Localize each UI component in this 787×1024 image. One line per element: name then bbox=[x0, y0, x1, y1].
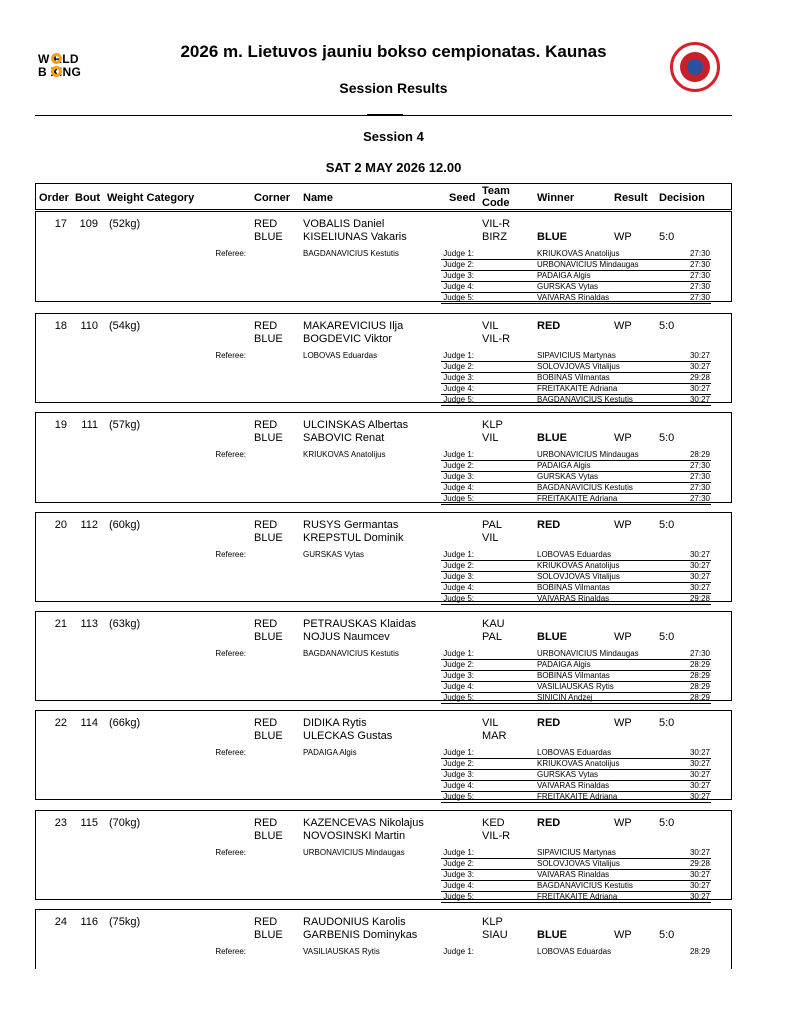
weight-category: (52kg) bbox=[109, 218, 141, 230]
col-seed: Seed bbox=[449, 192, 476, 204]
boxer-blue-name: ULECKAS Gustas bbox=[303, 730, 393, 742]
logo-text-line1: W RLD bbox=[38, 52, 79, 66]
judge-score: 30:27 bbox=[689, 881, 710, 890]
judge-row-rule bbox=[441, 303, 711, 304]
judge-score: 30:27 bbox=[689, 351, 710, 360]
weight-category: (70kg) bbox=[109, 817, 141, 829]
winner-corner: BLUE bbox=[537, 631, 567, 643]
bout-number: 111 bbox=[81, 419, 98, 431]
judge-name: URBONAVICIUS Mindaugas bbox=[537, 260, 639, 269]
team-red: KLP bbox=[482, 916, 503, 928]
bout-number: 110 bbox=[80, 320, 98, 332]
result-type: WP bbox=[614, 320, 632, 332]
judge-name: LOBOVAS Eduardas bbox=[537, 748, 612, 757]
judge-name: SOLOVJOVAS Vitalijus bbox=[537, 859, 620, 868]
referee-name: URBONAVICIUS Mindaugas bbox=[303, 848, 405, 857]
judge-label: Judge 1: bbox=[443, 249, 474, 258]
team-blue: SIAU bbox=[482, 929, 508, 941]
judge-label: Judge 5: bbox=[443, 293, 474, 302]
winner-corner: RED bbox=[537, 519, 561, 531]
judge-label: Judge 5: bbox=[443, 594, 474, 603]
judge-score: 30:27 bbox=[689, 395, 710, 404]
team-red: PAL bbox=[482, 519, 502, 531]
judge-name: VAIVARAS Rinaldas bbox=[537, 870, 610, 879]
team-red: KAU bbox=[482, 618, 505, 630]
judge-name: PADAIGA Algis bbox=[537, 271, 591, 280]
col-decision: Decision bbox=[659, 192, 705, 204]
boxer-blue-name: SABOVIC Renat bbox=[303, 432, 385, 444]
bout-block bbox=[35, 211, 732, 302]
judge-score: 27:30 bbox=[689, 271, 710, 280]
judge-score: 30:27 bbox=[689, 870, 710, 879]
table-header bbox=[35, 183, 732, 210]
referee-label: Referee: bbox=[215, 947, 246, 956]
judge-label: Judge 1: bbox=[443, 848, 474, 857]
weight-category: (54kg) bbox=[109, 320, 141, 332]
judge-score: 27:30 bbox=[689, 260, 710, 269]
judge-label: Judge 2: bbox=[443, 759, 474, 768]
corner-blue: BLUE bbox=[254, 830, 283, 842]
boxer-red-name: VOBALIS Daniel bbox=[303, 218, 385, 230]
referee-label: Referee: bbox=[215, 848, 246, 857]
weight-category: (75kg) bbox=[109, 916, 141, 928]
judge-name: URBONAVICIUS Mindaugas bbox=[537, 649, 639, 658]
result-type: WP bbox=[614, 432, 632, 444]
judge-name: SOLOVJOVAS Vitalijus bbox=[537, 362, 620, 371]
boxer-red-name: KAZENCEVAS Nikolajus bbox=[303, 817, 424, 829]
corner-red: RED bbox=[254, 419, 278, 431]
judge-name: BOBINAS Vilmantas bbox=[537, 671, 610, 680]
boxer-blue-name: BOGDEVIC Viktor bbox=[303, 333, 393, 345]
judge-label: Judge 3: bbox=[443, 770, 474, 779]
session-datetime: SAT 2 MAY 2026 12.00 bbox=[325, 160, 462, 175]
judge-score: 27:30 bbox=[689, 649, 710, 658]
judge-score: 30:27 bbox=[689, 892, 710, 901]
bout-order: 22 bbox=[54, 717, 67, 729]
weight-category: (60kg) bbox=[109, 519, 141, 531]
judge-name: FREITAKAITE Adriana bbox=[537, 892, 618, 901]
judge-name: PADAIGA Algis bbox=[537, 660, 591, 669]
judge-name: SINICIN Andzej bbox=[537, 693, 593, 702]
judge-score: 30:27 bbox=[689, 792, 710, 801]
bout-block bbox=[35, 313, 732, 403]
winner-corner: RED bbox=[537, 320, 561, 332]
judge-label: Judge 5: bbox=[443, 693, 474, 702]
team-blue: VIL-R bbox=[482, 333, 511, 345]
judge-label: Judge 2: bbox=[443, 461, 474, 470]
decision-score: 5:0 bbox=[659, 717, 675, 729]
judge-name: KRIUKOVAS Anatolijus bbox=[537, 759, 620, 768]
referee-name: BAGDANAVICIUS Kestutis bbox=[303, 249, 399, 258]
judge-score: 28:29 bbox=[689, 682, 710, 691]
team-red: KLP bbox=[482, 419, 503, 431]
judge-score: 27:30 bbox=[689, 249, 710, 258]
team-blue: VIL-R bbox=[482, 830, 511, 842]
winner-corner: RED bbox=[537, 817, 561, 829]
judge-name: GURSKAS Vytas bbox=[537, 282, 599, 291]
judge-score: 30:27 bbox=[689, 572, 710, 581]
corner-blue: BLUE bbox=[254, 631, 283, 643]
bout-block bbox=[35, 710, 732, 800]
result-type: WP bbox=[614, 519, 632, 531]
team-blue: VIL bbox=[482, 532, 499, 544]
team-blue: VIL bbox=[482, 432, 499, 444]
corner-blue: BLUE bbox=[254, 532, 283, 544]
result-type: WP bbox=[614, 717, 632, 729]
bout-order: 21 bbox=[54, 618, 67, 630]
result-type: WP bbox=[614, 231, 632, 243]
judge-score: 30:27 bbox=[689, 362, 710, 371]
judge-score: 29:28 bbox=[689, 594, 710, 603]
team-blue: BIRZ bbox=[482, 231, 508, 243]
judge-score: 29:28 bbox=[689, 373, 710, 382]
judge-label: Judge 5: bbox=[443, 494, 474, 503]
boxer-red-name: ULCINSKAS Albertas bbox=[303, 419, 409, 431]
judge-name: VASILIAUSKAS Rytis bbox=[537, 682, 614, 691]
col-name: Name bbox=[303, 192, 333, 204]
boxer-blue-name: NOVOSINSKI Martin bbox=[303, 830, 406, 842]
bout-block bbox=[35, 412, 732, 503]
seal-center bbox=[687, 59, 703, 75]
judge-label: Judge 5: bbox=[443, 792, 474, 801]
judge-name: BOBINAS Vilmantas bbox=[537, 583, 610, 592]
judge-score: 30:27 bbox=[689, 748, 710, 757]
referee-label: Referee: bbox=[215, 249, 246, 258]
judge-score: 27:30 bbox=[689, 282, 710, 291]
decision-score: 5:0 bbox=[659, 320, 675, 332]
judge-score: 30:27 bbox=[689, 561, 710, 570]
col-team-line1: Team bbox=[482, 185, 510, 197]
corner-red: RED bbox=[254, 817, 278, 829]
judge-label: Judge 5: bbox=[443, 892, 474, 901]
col-team-line2: Code bbox=[482, 197, 510, 209]
corner-blue: BLUE bbox=[254, 432, 283, 444]
corner-blue: BLUE bbox=[254, 929, 283, 941]
corner-red: RED bbox=[254, 218, 278, 230]
team-red: VIL-R bbox=[482, 218, 511, 230]
bout-number: 115 bbox=[80, 817, 98, 829]
col-result: Result bbox=[614, 192, 648, 204]
judge-name: PADAIGA Algis bbox=[537, 461, 591, 470]
judge-score: 28:29 bbox=[689, 693, 710, 702]
judge-score: 27:30 bbox=[689, 461, 710, 470]
judge-label: Judge 3: bbox=[443, 472, 474, 481]
judge-label: Judge 1: bbox=[443, 947, 474, 956]
judge-row-rule bbox=[441, 405, 711, 406]
corner-blue: BLUE bbox=[254, 730, 283, 742]
judge-score: 28:29 bbox=[689, 660, 710, 669]
judge-label: Judge 1: bbox=[443, 351, 474, 360]
judge-label: Judge 2: bbox=[443, 561, 474, 570]
judge-score: 27:30 bbox=[689, 472, 710, 481]
referee-name: KRIUKOVAS Anatolijus bbox=[303, 450, 386, 459]
team-red: VIL bbox=[482, 320, 499, 332]
bout-block bbox=[35, 810, 732, 900]
judge-row-rule bbox=[441, 504, 711, 505]
decision-score: 5:0 bbox=[659, 432, 675, 444]
col-weight: Weight Category bbox=[107, 192, 195, 204]
header-divider-accent bbox=[367, 114, 403, 116]
referee-name: PADAIGA Algis bbox=[303, 748, 357, 757]
bout-number: 112 bbox=[80, 519, 98, 531]
bout-number: 116 bbox=[80, 916, 98, 928]
judge-score: 30:27 bbox=[689, 384, 710, 393]
judge-row-rule bbox=[441, 902, 711, 903]
judge-score: 30:27 bbox=[689, 550, 710, 559]
decision-score: 5:0 bbox=[659, 519, 675, 531]
winner-corner: BLUE bbox=[537, 929, 567, 941]
logo-text-line2: B XING bbox=[38, 65, 82, 79]
judge-name: VAIVARAS Rinaldas bbox=[537, 293, 610, 302]
judge-score: 30:27 bbox=[689, 770, 710, 779]
team-blue: MAR bbox=[482, 730, 507, 742]
judge-label: Judge 3: bbox=[443, 870, 474, 879]
judge-label: Judge 4: bbox=[443, 781, 474, 790]
referee-name: LOBOVAS Eduardas bbox=[303, 351, 378, 360]
corner-red: RED bbox=[254, 717, 278, 729]
judge-score: 30:27 bbox=[689, 583, 710, 592]
judge-name: FREITAKAITE Adriana bbox=[537, 384, 618, 393]
referee-label: Referee: bbox=[215, 550, 246, 559]
judge-score: 28:29 bbox=[689, 947, 710, 956]
boxer-red-name: PETRAUSKAS Klaidas bbox=[303, 618, 417, 630]
judge-name: URBONAVICIUS Mindaugas bbox=[537, 450, 639, 459]
decision-score: 5:0 bbox=[659, 817, 675, 829]
judge-label: Judge 2: bbox=[443, 660, 474, 669]
corner-red: RED bbox=[254, 320, 278, 332]
col-corner: Corner bbox=[254, 192, 291, 204]
bout-number: 109 bbox=[79, 218, 98, 230]
judge-score: 27:30 bbox=[689, 483, 710, 492]
page-subtitle: Session Results bbox=[339, 80, 448, 96]
boxer-blue-name: KREPSTUL Dominik bbox=[303, 532, 404, 544]
judge-name: KRIUKOVAS Anatolijus bbox=[537, 561, 620, 570]
judge-label: Judge 4: bbox=[443, 583, 474, 592]
judge-label: Judge 2: bbox=[443, 362, 474, 371]
judge-row-rule bbox=[441, 703, 711, 704]
judge-label: Judge 4: bbox=[443, 282, 474, 291]
judge-label: Judge 4: bbox=[443, 682, 474, 691]
judge-label: Judge 1: bbox=[443, 748, 474, 757]
weight-category: (63kg) bbox=[109, 618, 141, 630]
referee-name: BAGDANAVICIUS Kestutis bbox=[303, 649, 399, 658]
bout-block bbox=[35, 512, 732, 602]
weight-category: (57kg) bbox=[109, 419, 141, 431]
result-type: WP bbox=[614, 631, 632, 643]
winner-corner: BLUE bbox=[537, 432, 567, 444]
judge-score: 28:29 bbox=[689, 450, 710, 459]
team-red: VIL bbox=[482, 717, 499, 729]
boxer-red-name: MAKAREVICIUS Ilja bbox=[303, 320, 404, 332]
decision-score: 5:0 bbox=[659, 631, 675, 643]
judge-label: Judge 1: bbox=[443, 550, 474, 559]
bout-order: 24 bbox=[54, 916, 67, 928]
judge-label: Judge 1: bbox=[443, 450, 474, 459]
judge-name: SIPAVICIUS Martynas bbox=[537, 351, 616, 360]
corner-red: RED bbox=[254, 618, 278, 630]
judge-name: KRIUKOVAS Anatolijus bbox=[537, 249, 620, 258]
boxer-red-name: RAUDONIUS Karolis bbox=[303, 916, 406, 928]
col-winner: Winner bbox=[537, 192, 575, 204]
referee-label: Referee: bbox=[215, 351, 246, 360]
judge-label: Judge 5: bbox=[443, 395, 474, 404]
judge-name: FREITAKAITE Adriana bbox=[537, 494, 618, 503]
bout-block bbox=[35, 611, 732, 701]
judge-score: 29:28 bbox=[689, 859, 710, 868]
bout-order: 23 bbox=[54, 817, 67, 829]
winner-corner: RED bbox=[537, 717, 561, 729]
corner-red: RED bbox=[254, 519, 278, 531]
bout-number: 113 bbox=[80, 618, 98, 630]
judge-name: BAGDANAVICIUS Kestutis bbox=[537, 395, 633, 404]
judge-name: SIPAVICIUS Martynas bbox=[537, 848, 616, 857]
judge-name: SOLOVJOVAS Vitalijus bbox=[537, 572, 620, 581]
federation-seal-icon bbox=[670, 42, 720, 92]
col-bout: Bout bbox=[75, 192, 101, 204]
referee-label: Referee: bbox=[215, 649, 246, 658]
team-blue: PAL bbox=[482, 631, 502, 643]
judge-label: Judge 2: bbox=[443, 859, 474, 868]
judge-name: VAIVARAS Rinaldas bbox=[537, 781, 610, 790]
winner-corner: BLUE bbox=[537, 231, 567, 243]
judge-label: Judge 3: bbox=[443, 572, 474, 581]
corner-blue: BLUE bbox=[254, 333, 283, 345]
weight-category: (66kg) bbox=[109, 717, 141, 729]
judge-score: 27:30 bbox=[689, 494, 710, 503]
decision-score: 5:0 bbox=[659, 231, 675, 243]
judge-name: BAGDANAVICIUS Kestutis bbox=[537, 881, 633, 890]
boxer-blue-name: GARBENIS Dominykas bbox=[303, 929, 418, 941]
session-label: Session 4 bbox=[363, 129, 424, 144]
judge-score: 28:29 bbox=[689, 671, 710, 680]
judge-label: Judge 3: bbox=[443, 271, 474, 280]
judge-name: GURSKAS Vytas bbox=[537, 472, 599, 481]
referee-label: Referee: bbox=[215, 450, 246, 459]
boxer-blue-name: KISELIUNAS Vakaris bbox=[303, 231, 407, 243]
judge-label: Judge 3: bbox=[443, 671, 474, 680]
judge-score: 30:27 bbox=[689, 781, 710, 790]
judge-label: Judge 4: bbox=[443, 483, 474, 492]
judge-name: BAGDANAVICIUS Kestutis bbox=[537, 483, 633, 492]
bout-order: 19 bbox=[54, 419, 67, 431]
judge-label: Judge 1: bbox=[443, 649, 474, 658]
col-order: Order bbox=[39, 192, 69, 204]
referee-label: Referee: bbox=[215, 748, 246, 757]
judge-name: VAIVARAS Rinaldas bbox=[537, 594, 610, 603]
judge-score: 30:27 bbox=[689, 759, 710, 768]
referee-name: VASILIAUSKAS Rytis bbox=[303, 947, 380, 956]
bout-order: 18 bbox=[54, 320, 67, 332]
judge-name: LOBOVAS Eduardas bbox=[537, 550, 612, 559]
decision-score: 5:0 bbox=[659, 929, 675, 941]
team-red: KED bbox=[482, 817, 505, 829]
judge-score: 30:27 bbox=[689, 848, 710, 857]
judge-name: GURSKAS Vytas bbox=[537, 770, 599, 779]
boxer-red-name: DIDIKA Rytis bbox=[303, 717, 367, 729]
referee-name: GURSKAS Vytas bbox=[303, 550, 365, 559]
judge-name: LOBOVAS Eduardas bbox=[537, 947, 612, 956]
judge-label: Judge 2: bbox=[443, 260, 474, 269]
judge-label: Judge 3: bbox=[443, 373, 474, 382]
corner-red: RED bbox=[254, 916, 278, 928]
judge-score: 27:30 bbox=[689, 293, 710, 302]
bout-order: 20 bbox=[54, 519, 67, 531]
bout-number: 114 bbox=[80, 717, 98, 729]
judge-label: Judge 4: bbox=[443, 881, 474, 890]
logo-ring-icon bbox=[51, 66, 62, 77]
corner-blue: BLUE bbox=[254, 231, 283, 243]
judge-row-rule bbox=[441, 802, 711, 803]
judge-row-rule bbox=[441, 604, 711, 605]
page-title: 2026 m. Lietuvos jauniu bokso cempionatas. Kaunas bbox=[180, 42, 607, 61]
result-type: WP bbox=[614, 929, 632, 941]
judge-label: Judge 4: bbox=[443, 384, 474, 393]
judge-name: BOBINAS Vilmantas bbox=[537, 373, 610, 382]
bout-order: 17 bbox=[54, 218, 67, 230]
boxer-red-name: RUSYS Germantas bbox=[303, 519, 399, 531]
judge-name: FREITAKAITE Adriana bbox=[537, 792, 618, 801]
result-type: WP bbox=[614, 817, 632, 829]
boxer-blue-name: NOJUS Naumcev bbox=[303, 631, 390, 643]
bout-block bbox=[35, 909, 732, 969]
